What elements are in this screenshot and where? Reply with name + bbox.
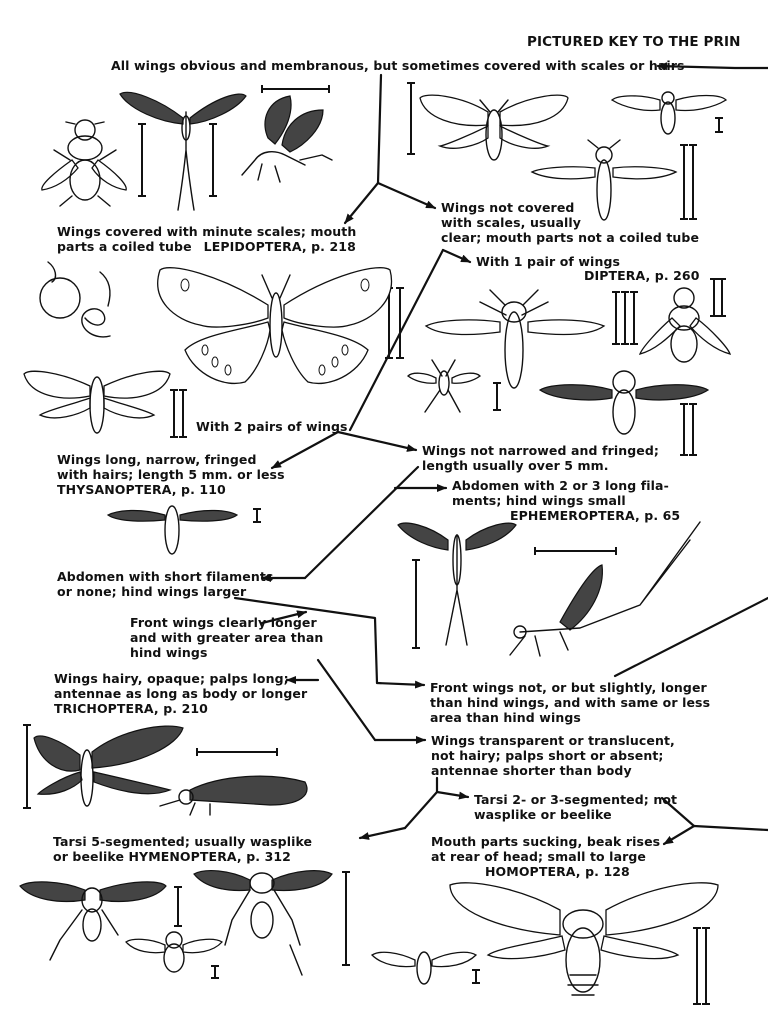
node-two-pairs: With 2 pairs of wings [196,419,348,434]
node-homoptera-line2: at rear of head; small to large [431,849,646,864]
node-not-covered-line1: Wings not covered [441,200,575,215]
page-title: PICTURED KEY TO THE PRIN [527,34,741,50]
fly-icon [42,120,126,206]
order-diptera: DIPTERA, p. 260 [584,268,700,283]
node-tarsi23-line1: Tarsi 2- or 3-segmented; not [474,792,678,807]
arrow-icon [338,432,416,450]
node-not-covered-line2: with scales, usually [441,215,582,230]
size-scale-icon [23,83,726,1004]
node-scales-line2: parts a coiled tube LEPIDOPTERA, p. 218 [57,239,356,254]
arrow-icon [345,183,378,223]
node-not-covered-line3: clear; mouth parts not a coiled tube [441,230,700,245]
node-trichoptera-line1: Wings hairy, opaque; palps long; [54,671,289,686]
fly-icon [640,288,730,362]
node-hymenoptera-line1: Tarsi 5-segmented; usually wasplike [53,834,313,849]
arrow-icon [443,250,470,262]
bee-icon [126,932,222,972]
node-thysanoptera-line1: Wings long, narrow, fringed [57,452,257,467]
node-homoptera-line1: Mouth parts sucking, beak rises [431,834,661,849]
fly-icon [426,290,604,388]
fly-icon [612,92,726,134]
node-transparent-line3: antennae shorter than body [431,763,632,778]
node-front-longer-line3: hind wings [130,645,208,660]
node-front-not-longer-line1: Front wings not, or but slightly, longer [430,680,707,695]
thrips-icon [108,506,237,554]
connector-lines [235,66,768,844]
caddisfly-icon [34,726,183,806]
node-thysanoptera-line2: with hairs; length 5 mm. or less [57,467,285,482]
arrow-icon [360,828,405,838]
cicada-icon [450,883,718,995]
moth-icon [420,95,568,160]
fly-icon [532,140,676,220]
node-not-narrowed-line1: Wings not narrowed and fringed; [422,443,659,458]
caddisfly-icon [160,776,307,815]
node-root: All wings obvious and membranous, but sometimes covered with scales or hairs [111,58,685,73]
node-front-longer-line1: Front wings clearly longer [130,615,317,630]
node-front-not-longer-line3: area than hind wings [430,710,581,725]
order-ephemeroptera: EPHEMEROPTERA, p. 65 [510,508,681,523]
node-scales-line1: Wings covered with minute scales; mouth [57,224,357,239]
moth-icon [120,92,246,210]
arrow-icon [664,826,694,844]
node-front-not-longer-line2: than hind wings, and with same or less [430,695,711,710]
moth-icon [24,371,170,433]
order-thysanoptera: THYSANOPTERA, p. 110 [57,482,226,497]
node-hymenoptera-line2: or beelike HYMENOPTERA, p. 312 [53,849,291,864]
arrow-icon [378,183,435,208]
fly-icon [408,360,480,412]
arrow-icon [272,432,338,468]
node-front-longer-line2: and with greater area than [130,630,324,645]
node-one-pair: With 1 pair of wings [476,254,621,269]
node-transparent-line2: not hairy; palps short or absent; [431,748,664,763]
node-short-filaments-line1: Abdomen with short filaments [57,569,274,584]
node-trichoptera-line2: antennae as long as body or longer [54,686,308,701]
order-trichoptera: TRICHOPTERA, p. 210 [54,701,208,716]
node-tarsi23-line2: wasplike or beelike [474,807,612,822]
order-homoptera: HOMOPTERA, p. 128 [485,864,630,879]
arrow-icon [437,792,468,797]
wasp-icon [194,871,332,975]
moth-icon [242,96,332,182]
fly-icon [372,952,476,984]
coiled-tube-icon [40,262,110,337]
node-not-narrowed-line2: length usually over 5 mm. [422,458,609,473]
butterfly-icon [158,268,392,384]
fly-icon [540,371,708,434]
arrow-icon [262,612,306,623]
arrow-icon [658,66,768,68]
node-ephemeroptera-line1: Abdomen with 2 or 3 long fila- [452,478,669,493]
node-transparent-line1: Wings transparent or translucent, [431,733,675,748]
mayfly-icon [510,522,700,656]
arrow-icon [377,683,424,685]
node-ephemeroptera-line2: ments; hind wings small [452,493,626,508]
order-lepidoptera: LEPIDOPTERA, p. 218 [203,239,356,254]
node-short-filaments-line2: or none; hind wings larger [57,584,247,599]
